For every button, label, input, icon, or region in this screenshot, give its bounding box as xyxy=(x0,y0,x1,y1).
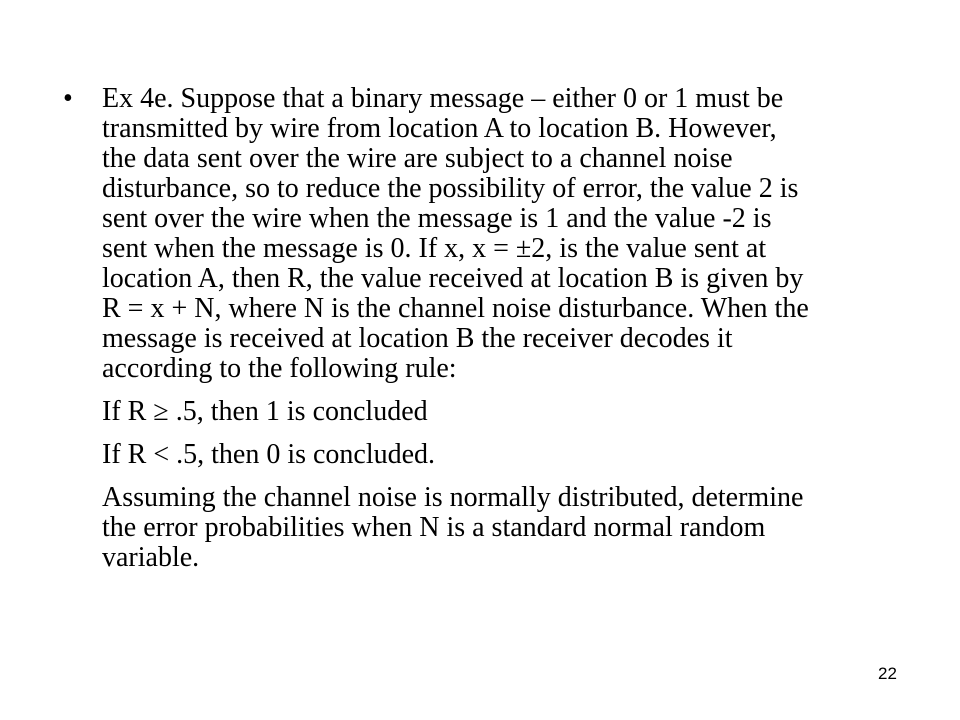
paragraph-line: disturbance, so to reduce the possibility of error, the value 2 is xyxy=(102,173,799,204)
decoding-rule-2: If R < .5, then 0 is concluded. xyxy=(102,439,436,470)
example-text xyxy=(102,84,922,573)
paragraph-line: the data sent over the wire are subject to a channel noise xyxy=(102,143,733,174)
paragraph-line: according to the following rule: xyxy=(102,353,457,384)
paragraph-line: R = x + N, where N is the channel noise disturbance. When the xyxy=(102,293,809,324)
paragraph-line: message is received at location B the receiver decodes it xyxy=(102,323,733,354)
paragraph-line: Ex 4e. Suppose that a binary message – either 0 or 1 must be xyxy=(102,83,784,114)
paragraph-line: location A, then R, the value received at location B is given by xyxy=(102,263,804,294)
question-line: Assuming the channel noise is normally distributed, determine xyxy=(102,482,804,513)
question-line: the error probabilities when N is a standard normal random xyxy=(102,512,766,543)
paragraph-line: transmitted by wire from location A to location B. However, xyxy=(102,113,777,144)
bullet-point: • xyxy=(63,83,73,114)
paragraph-line: sent over the wire when the message is 1 and the value -2 is xyxy=(102,203,772,234)
page-number: 22 xyxy=(878,664,897,683)
question-line: variable. xyxy=(102,542,200,573)
decoding-rule-1: If R ≥ .5, then 1 is concluded xyxy=(102,396,428,427)
paragraph-line: sent when the message is 0. If x, x = ±2, is the value sent at xyxy=(102,233,767,264)
